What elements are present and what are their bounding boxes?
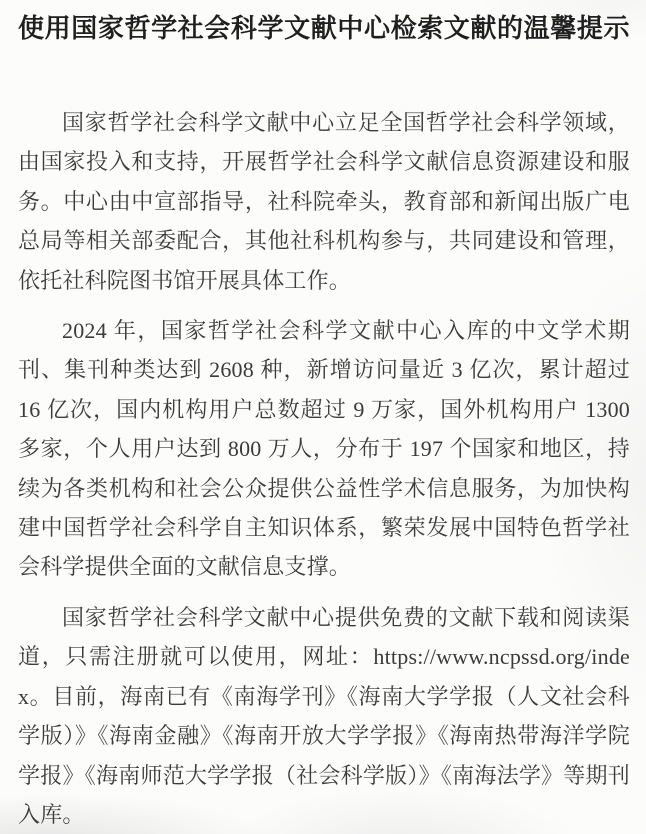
paragraph-2024-statistics: 2024 年，国家哲学社会科学文献中心入库的中文学术期刊、集刊种类达到 2608 种，新增访问量近 3 亿次，累计超过 16 亿次，国内机构用户总数超过 9 万家，国外机构用户 1300 多家，个人用户达到 800 万人，分布于 197 个国家和地区，持续为各类机构和社会公众提供公益性学术信息服务，为加快构建中国哲学社会科学自主知识体系，繁荣发展中国特色哲学社会科学提供全面的文献信息支撑。	[18, 318, 630, 580]
document-body	[18, 103, 630, 834]
page-title: 使用国家哲学社会科学文献中心检索文献的温馨提示	[18, 13, 630, 43]
paragraph-access-and-journals: 国家哲学社会科学文献中心提供免费的文献下载和阅读渠道，只需注册就可以使用，网址：https://www.ncpssd.org/index。目前，海南已有《南海学刊》《海南大学学报（人文社会科学版）》《海南金融》《海南开放大学学报》《海南热带海洋学院学报》《海南师范大学学报（社会科学版）》《南海法学》等期刊入库。	[18, 604, 630, 827]
paragraph-center-intro: 国家哲学社会科学文献中心立足全国哲学社会科学领域，由国家投入和支持，开展哲学社会科学文献信息资源建设和服务。中心由中宣部指导，社科院牵头，教育部和新闻出版广电总局等相关部委配合，其他社科机构参与，共同建设和管理，依托社科院图书馆开展具体工作。	[18, 110, 630, 293]
